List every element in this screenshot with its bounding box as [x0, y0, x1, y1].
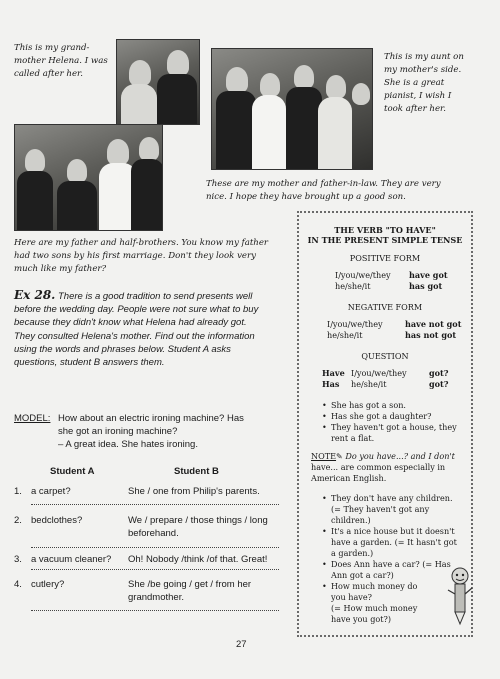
pencil-small-icon: ✎	[336, 451, 343, 461]
caption-line: This is my grand-	[14, 43, 90, 53]
caption-line: This is my aunt on	[384, 52, 464, 62]
caption-father	[14, 237, 294, 276]
answer-line[interactable]	[31, 547, 279, 548]
us-example-cont: have a garden. (= It hasn't got	[331, 537, 457, 547]
caption-aunt	[384, 51, 490, 116]
caption-grandmother	[14, 42, 114, 81]
row-cue: She / one from Philip's parents.	[128, 486, 260, 497]
q-subject: I/you/we/they	[351, 368, 407, 378]
exercise-line: using the words and phrases below. Student A asks	[14, 343, 231, 355]
us-example-cont: Ann got a car?)	[331, 570, 394, 580]
answer-line[interactable]	[31, 610, 279, 611]
exercise-instructions	[14, 289, 286, 369]
answer-line[interactable]	[31, 569, 279, 570]
caption-line: pianist, I wish I	[384, 91, 452, 101]
us-example-cont: children.)	[331, 515, 371, 525]
caption-line: took after her.	[384, 104, 446, 114]
page-number: 27	[236, 639, 247, 650]
row-prompt: a carpet?	[31, 486, 71, 497]
us-example-cont: you have?	[331, 592, 372, 602]
caption-line: These are my mother and father-in-law. They are very	[206, 179, 441, 189]
q-subject: he/she/it	[351, 379, 387, 389]
row-number: 2.	[14, 515, 22, 526]
example-item: • She has got a son.	[321, 400, 471, 411]
exercise-line: questions, student B answers them.	[14, 357, 165, 369]
caption-line: nice. I hope they have brought up a good son.	[206, 192, 406, 202]
row-prompt: a vacuum cleaner?	[31, 554, 112, 565]
row-number: 3.	[14, 554, 22, 565]
row-cue-line: grandmother.	[128, 592, 184, 603]
caption-mother-in-law	[206, 178, 486, 204]
note-line: have... are common especially in	[311, 462, 446, 472]
example-item: • Has she got a daughter?	[321, 411, 471, 422]
pos-subject: I/you/we/they	[335, 270, 391, 280]
row-cue: Oh! Nobody /think /of that. Great!	[128, 554, 268, 565]
model-line: How about an electric ironing machine? Has	[58, 413, 244, 424]
us-example-item: • They don't have any children.	[321, 493, 467, 504]
note-block	[311, 451, 469, 484]
student-a-header: Student A	[50, 466, 95, 477]
caption-line: much like my father?	[14, 264, 107, 274]
row-number: 1.	[14, 486, 22, 497]
q-aux: Has	[322, 379, 340, 389]
photo-family-group	[211, 48, 373, 170]
row-cue	[128, 514, 288, 540]
row-cue	[128, 578, 288, 604]
model-line: – A great idea. She hates ironing.	[58, 439, 198, 450]
note-line: Do you have...? and I don't	[345, 451, 455, 461]
question-heading: QUESTION	[361, 351, 409, 361]
q-aux: Have	[322, 368, 345, 378]
row-cue-line: beforehand.	[128, 528, 179, 539]
us-example-item: • It's a nice house but it doesn't	[321, 526, 467, 537]
exercise-number: Ex 28.	[14, 288, 56, 302]
exercise-line: before the wedding day. People were not sure what to buy	[14, 304, 259, 316]
neg-subject: he/she/it	[327, 330, 363, 340]
row-number: 4.	[14, 579, 22, 590]
row-cue-line: We / prepare / those things / long	[128, 515, 268, 526]
model-example	[14, 412, 286, 451]
exercise-line: They consulted Helena's mother. Find out the information	[14, 330, 255, 342]
positive-form-heading: POSITIVE FORM	[349, 253, 421, 263]
exercise-line: There is a good tradition to send presents well	[58, 291, 253, 302]
neg-subject: I/you/we/they	[327, 319, 383, 329]
row-prompt: bedclothes?	[31, 515, 83, 526]
q-verb: got?	[429, 379, 449, 389]
row-cue-line: She /be going / get / from her	[128, 579, 252, 590]
pos-verb: have got	[409, 270, 448, 280]
exercise-line: because they didn't know what Helena had already got.	[14, 317, 247, 329]
note-label: NOTE	[311, 451, 337, 461]
pos-subject: he/she/it	[335, 281, 371, 291]
caption-line: Here are my father and half-brothers. You know my father	[14, 238, 269, 248]
answer-line[interactable]	[31, 504, 279, 505]
photo-grandmother	[116, 39, 200, 125]
grammar-title-line: THE VERB "TO HAVE"	[334, 225, 436, 235]
example-item: • They haven't got a house, they	[321, 422, 471, 433]
neg-verb: has not got	[405, 330, 457, 340]
grammar-title-line: IN THE PRESENT SIMPLE TENSE	[307, 235, 463, 245]
example-item-cont: rent a flat.	[331, 433, 375, 443]
us-example-item: • How much money do	[321, 581, 467, 592]
pos-verb: has got	[409, 281, 443, 291]
negative-form-heading: NEGATIVE FORM	[347, 302, 423, 312]
us-example-cont: (= How much money	[331, 603, 418, 613]
note-line: American English.	[311, 473, 387, 483]
photo-father-brothers	[14, 124, 163, 231]
us-example-cont: (= They haven't got any	[331, 504, 430, 514]
model-label: MODEL:	[14, 413, 51, 424]
pencil-mascot-icon	[444, 566, 474, 626]
grammar-title	[299, 225, 471, 245]
row-prompt: cutlery?	[31, 579, 65, 590]
caption-line: my mother's side.	[384, 65, 462, 75]
us-example-item: • Does Ann have a car? (= Has	[321, 559, 467, 570]
q-verb: got?	[429, 368, 449, 378]
neg-verb: have not got	[405, 319, 462, 329]
caption-line: She is a great	[384, 78, 445, 88]
caption-line: called after her.	[14, 69, 83, 79]
examples-list	[321, 400, 471, 444]
student-b-header: Student B	[174, 466, 219, 477]
model-line: she got an ironing machine?	[58, 426, 178, 437]
us-example-cont: have you got?)	[331, 614, 392, 624]
caption-line: had two sons by his first marriage. Don't they look very	[14, 251, 256, 261]
caption-line: mother Helena. I was	[14, 56, 108, 66]
us-example-cont: a garden.)	[331, 548, 374, 558]
